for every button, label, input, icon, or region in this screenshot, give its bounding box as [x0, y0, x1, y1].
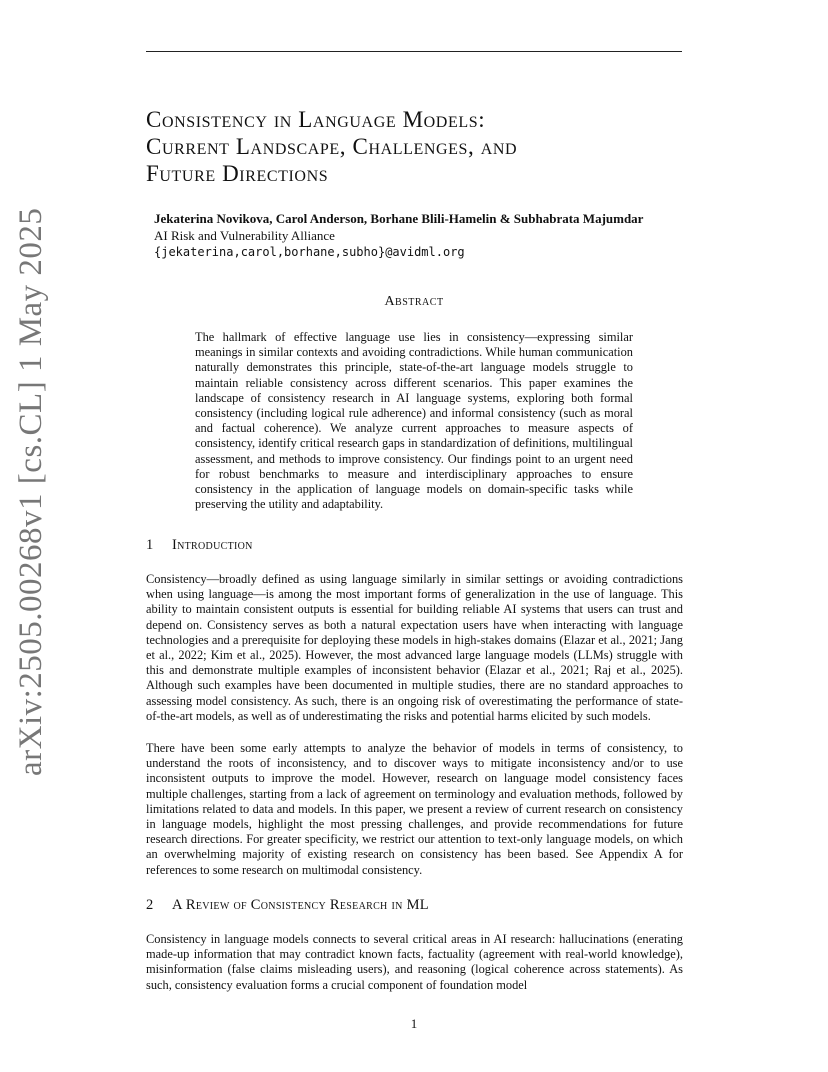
section-2-title: A Review of Consistency Research in ML: [172, 897, 429, 913]
top-rule: [146, 51, 682, 52]
section-2-number: 2: [146, 897, 154, 913]
author-names: Jekaterina Novikova, Carol Anderson, Borhane Blili-Hamelin & Subhabrata Majumdar: [154, 211, 644, 226]
author-block: [154, 210, 694, 261]
author-email: {jekaterina,carol,borhane,subho}@avidml.org: [154, 245, 465, 259]
section-1-title: Introduction: [172, 537, 253, 553]
abstract-text: The hallmark of effective language use lies in consistency—expressing similar meanings in similar contexts and avoiding contradictions. While human communication naturally demonstrates this principle, state-of-the-art language models struggle to maintain reliable consistency across different scenarios. This paper examines the landscape of consistency research in AI language systems, exploring both formal consistency (including logical rule adherence) and informal consistency (such as moral and factual coherence). We analyze current approaches to measure aspects of consistency, identify critical research gaps in standardization of definitions, multilingual assessment, and methods to improve consistency. Our findings point to an urgent need for robust benchmarks to measure and interdisciplinary approaches to ensure consistency in the application of language models on domain-specific tasks while preserving the utility and adaptability.: [195, 330, 633, 512]
abstract-heading: Abstract: [384, 294, 444, 309]
section-2-paragraph-1: Consistency in language models connects to several critical areas in AI research: hallucinations (enerating made-up information that may contradict known facts, factuality (agreement with real-world knowledge), misinformation (false claims misleading users), and reasoning (logical coherence across statements). As such, consistency evaluation forms a crucial component of foundation model: [146, 932, 683, 992]
section-1-paragraph-1: Consistency—broadly defined as using language similarly in similar settings or avoiding contradictions when using language—is among the most important forms of generalization in the use of language. This ability to maintain consistent outputs is essential for building reliable AI systems that users can trust and depend on. Consistency serves as both a natural expectation users have when interacting with language technologies and a prerequisite for deploying these models in high-stakes domains (Elazar et al., 2021; Jang et al., 2022; Kim et al., 2025). However, the most advanced large language models (LLMs) struggle with this and demonstrate multiple examples of inconsistent behavior (Elazar et al., 2021; Raj et al., 2025). Although such examples have been documented in multiple studies, there are no standard approaches to assessing model consistency. As such, there is an ongoing risk of overestimating the performance of state-of-the-art models, as well as of underestimating the risks and potential harms elicited by such models.: [146, 572, 683, 723]
page-number: 1: [410, 1016, 418, 1031]
author-affiliation: AI Risk and Vulnerability Alliance: [154, 228, 335, 243]
section-1-paragraph-2: There have been some early attempts to analyze the behavior of models in terms of consistency, to understand the roots of inconsistency, and to discover ways to mitigate inconsistency and/or to use inconsistent outputs to improve the model. However, research on language model consistency faces multiple challenges, starting from a lack of agreement on terminology and evaluation methods, followed by limitations related to data and models. In this paper, we present a review of current research on consistency in language models, highlight the most pressing challenges, and provide recommendations for future research directions. For greater specificity, we restrict our attention to text-only language models, on which an overwhelming majority of existing research on consistency has been based. See Appendix A for references to some research on multimodal consistency.: [146, 741, 683, 877]
title-line-2: Current Landscape, Challenges, and: [146, 134, 518, 159]
arxiv-identifier: arXiv:2505.00268v1 [cs.CL] 1 May 2025: [13, 207, 49, 776]
section-1-heading: [146, 537, 253, 554]
section-1-number: 1: [146, 537, 154, 553]
title-line-1: Consistency in Language Models:: [146, 107, 486, 132]
title-line-3: Future Directions: [146, 161, 329, 186]
section-2-heading: [146, 897, 429, 914]
paper-title: [146, 106, 706, 187]
